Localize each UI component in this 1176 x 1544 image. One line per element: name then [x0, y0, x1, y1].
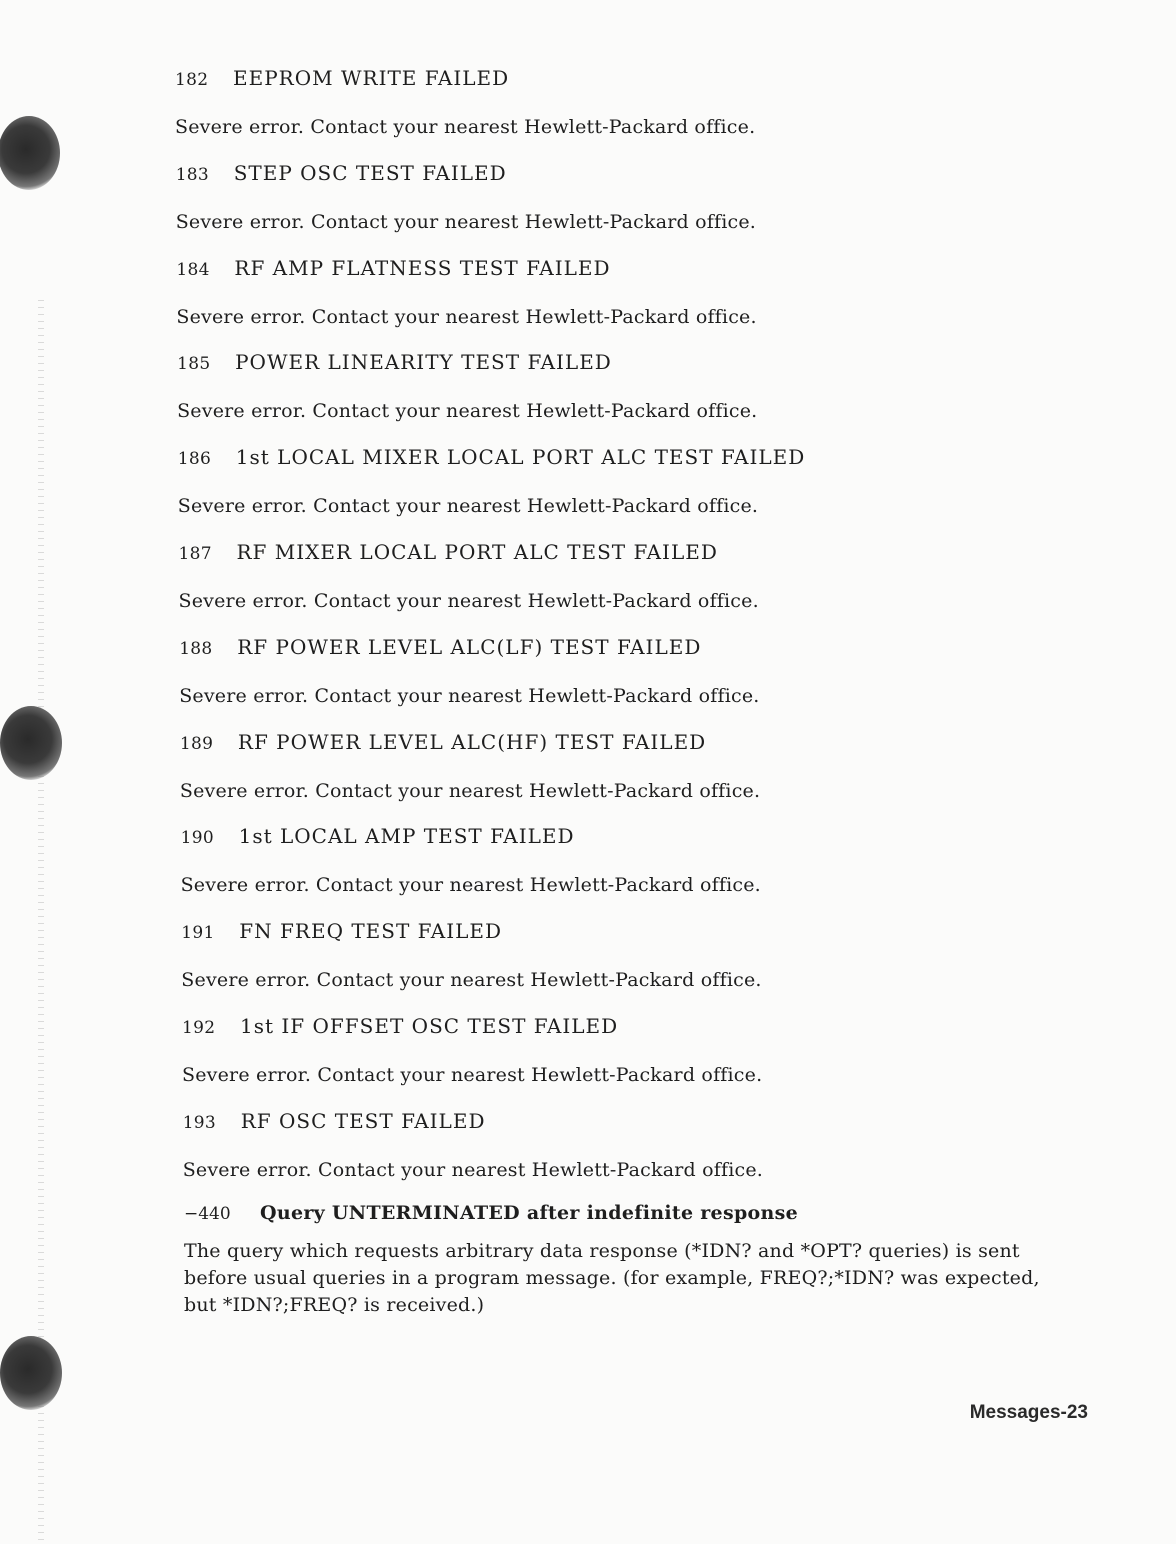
error-entry: [182, 1014, 762, 1086]
binder-hole: [0, 116, 60, 190]
error-entry: [181, 824, 761, 896]
error-description: The query which requests arbitrary data response (*IDN? and *OPT? queries) is sent before usual queries in a program message. (for example, FREQ?;*IDN? was expected, but *IDN?;FREQ? is received.): [184, 1240, 1040, 1316]
error-title: RF MIXER LOCAL PORT ALC TEST FAILED: [236, 540, 718, 564]
error-title: RF OSC TEST FAILED: [240, 1108, 486, 1133]
error-title: 1st IF OFFSET OSC TEST FAILED: [240, 1014, 619, 1038]
error-number: 183: [175, 164, 210, 185]
error-description: Severe error. Contact your nearest Hewlett-Packard office.: [180, 874, 761, 897]
error-number: 189: [179, 733, 214, 754]
error-heading: [183, 1109, 763, 1139]
error-description: Severe error. Contact your nearest Hewlett-Packard office.: [175, 116, 756, 138]
error-entry: [176, 256, 756, 328]
error-description: Severe error. Contact your nearest Hewlett-Packard office.: [179, 684, 760, 707]
error-heading: [180, 730, 760, 760]
error-heading: [176, 256, 756, 286]
error-number: 184: [176, 259, 210, 280]
error-entry: [179, 540, 759, 612]
error-entry: [178, 445, 806, 517]
error-description: Severe error. Contact your nearest Hewlett-Packard office.: [182, 1158, 764, 1181]
error-number: 190: [180, 828, 214, 849]
error-title: 1st LOCAL MIXER LOCAL PORT ALC TEST FAILED: [235, 445, 806, 470]
binder-hole: [0, 706, 62, 780]
error-title: RF POWER LEVEL ALC(HF) TEST FAILED: [237, 729, 707, 754]
error-entry: [179, 635, 759, 707]
error-entry: [180, 730, 760, 802]
error-entry: [175, 66, 755, 138]
error-title: RF POWER LEVEL ALC(LF) TEST FAILED: [237, 634, 702, 659]
error-heading: [182, 1014, 762, 1044]
error-number: 193: [182, 1112, 217, 1133]
error-number: 191: [181, 923, 215, 944]
error-description: Severe error. Contact your nearest Hewlett-Packard office.: [175, 210, 757, 233]
error-heading: [184, 1202, 1064, 1224]
page-number: Messages-23: [969, 1402, 1088, 1423]
error-entry: [183, 1109, 763, 1181]
error-description: Severe error. Contact your nearest Hewlett-Packard office.: [178, 590, 759, 612]
error-description: Severe error. Contact your nearest Hewlett-Packard office.: [179, 779, 761, 802]
error-description: Severe error. Contact your nearest Hewlett-Packard office.: [177, 400, 758, 423]
error-title: STEP OSC TEST FAILED: [233, 160, 507, 185]
error-heading: [176, 161, 756, 191]
error-title: EEPROM WRITE FAILED: [233, 66, 510, 90]
error-number: 186: [177, 449, 212, 470]
error-heading: [179, 540, 759, 570]
error-title: 1st LOCAL AMP TEST FAILED: [238, 824, 575, 849]
error-number: −440: [184, 1204, 231, 1224]
error-title: Query UNTERMINATED after indefinite response: [260, 1202, 799, 1224]
error-description: Severe error. Contact your nearest Hewlett-Packard office.: [182, 1064, 763, 1086]
binder-hole: [0, 1336, 62, 1410]
error-description: Severe error. Contact your nearest Hewlett-Packard office.: [181, 969, 762, 992]
error-heading: [181, 919, 761, 949]
error-entry-440: [184, 1202, 1064, 1319]
error-description: Severe error. Contact your nearest Hewlett-Packard office.: [177, 495, 759, 518]
error-heading: [177, 350, 757, 380]
error-heading: [178, 445, 806, 475]
error-entry: [176, 161, 756, 233]
error-entry: [181, 919, 761, 991]
error-number: 185: [177, 354, 211, 375]
error-number: 187: [178, 544, 212, 564]
error-description: Severe error. Contact your nearest Hewlett-Packard office.: [176, 305, 757, 328]
error-number: 182: [175, 70, 209, 90]
error-heading: [175, 66, 755, 96]
error-title: POWER LINEARITY TEST FAILED: [235, 350, 612, 375]
error-title: FN FREQ TEST FAILED: [239, 919, 503, 944]
error-entry: [177, 350, 757, 422]
error-title: RF AMP FLATNESS TEST FAILED: [234, 255, 611, 280]
error-number: 192: [182, 1018, 216, 1038]
error-heading: [179, 635, 759, 665]
error-number: 188: [179, 638, 213, 659]
error-heading: [181, 824, 761, 854]
